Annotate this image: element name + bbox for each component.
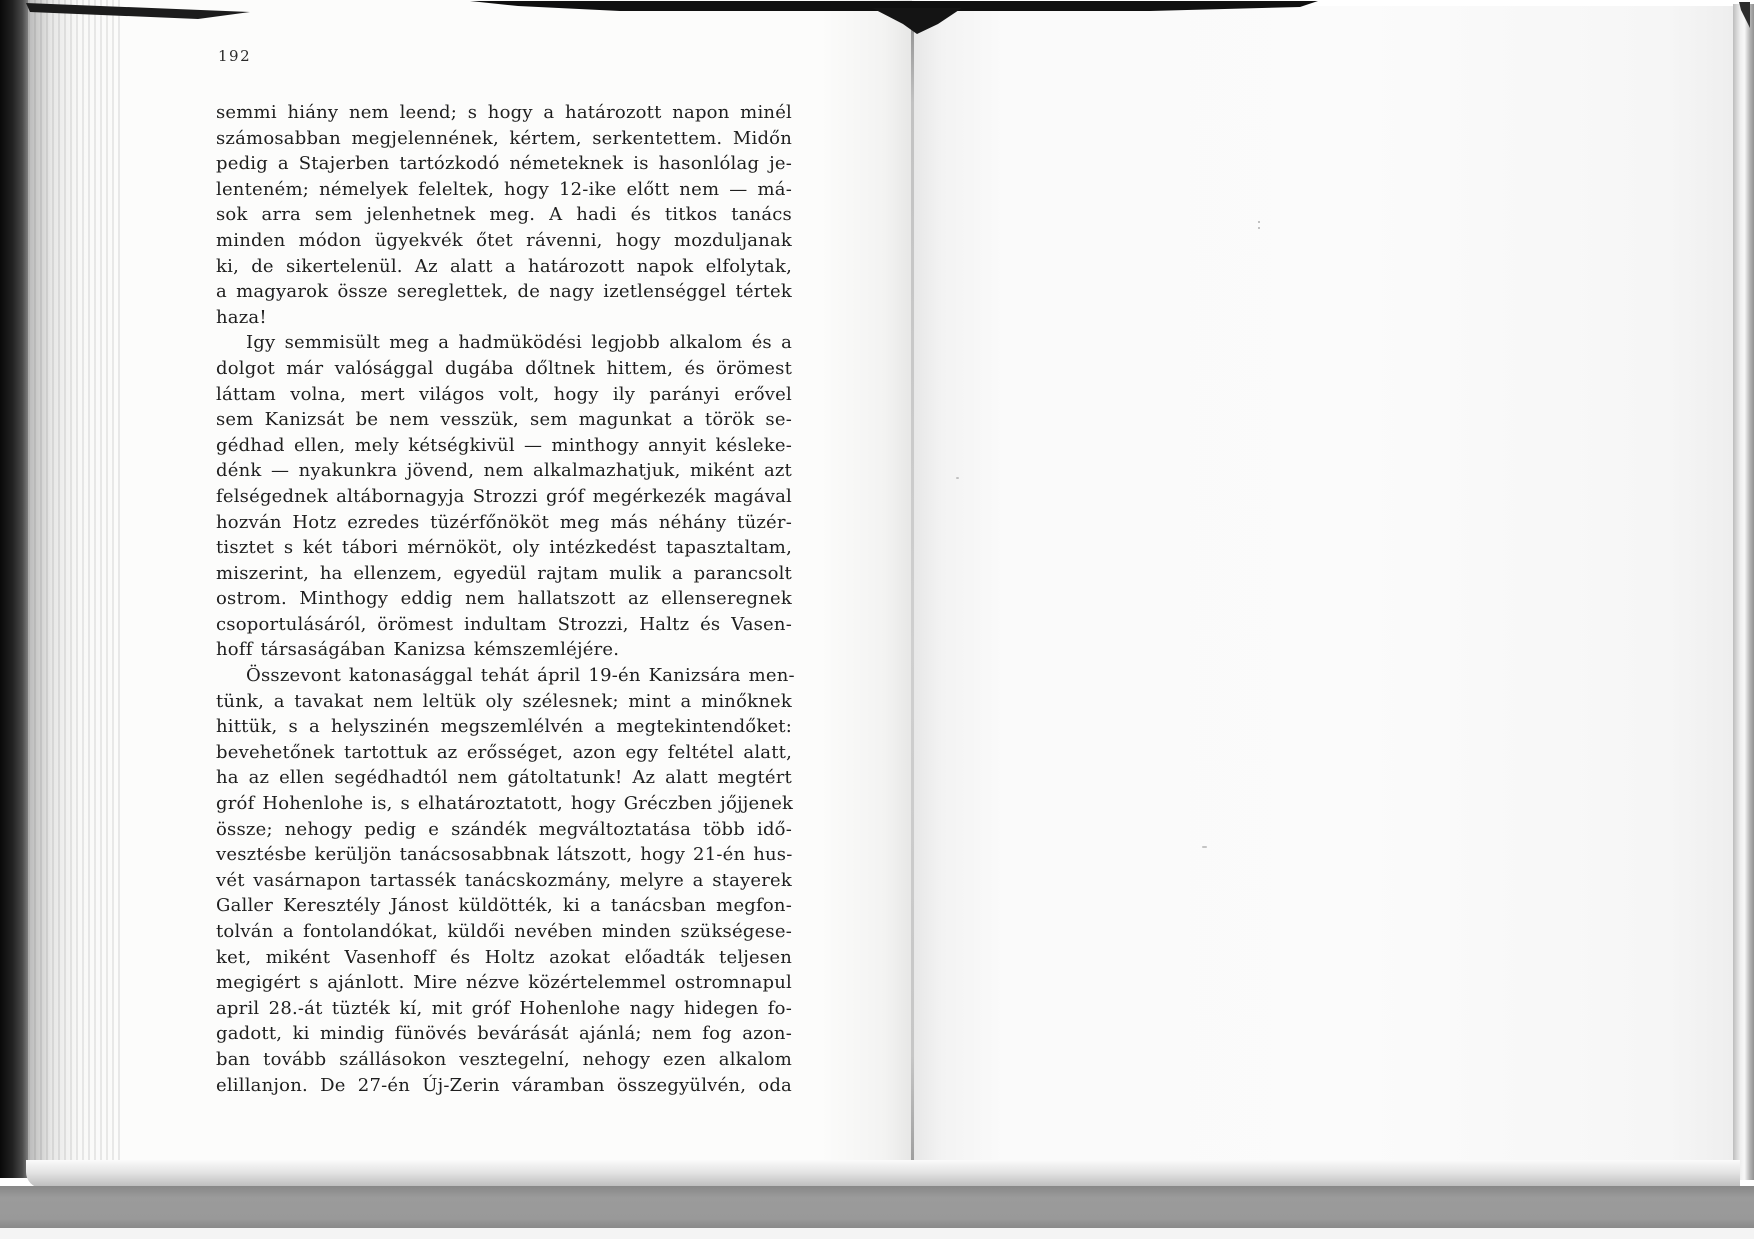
paper-speck: [1202, 846, 1207, 848]
scanner-background-band: [0, 1186, 1754, 1228]
text-line: számosabban megjelennének, kértem, serkentettem. Midőn: [216, 127, 792, 149]
text-line: miszerint, ha ellenzem, egyedül rajtam mulik a parancsolt: [216, 562, 792, 584]
page-number: 192: [218, 47, 252, 65]
left-page: [28, 0, 914, 1170]
text-line: haza!: [216, 306, 267, 328]
text-line: Összevont katonasággal tehát ápril 19-én Kanizsára men-: [246, 665, 795, 687]
text-line: hittük, s a helyszinén megszemlélvén a megtekintendőket:: [216, 716, 792, 738]
text-line: ha az ellen segédhadtól nem gátoltatunk! Az alatt megtért: [216, 767, 792, 789]
text-line: ban tovább szállásokon vesztegelní, nehogy ezen alkalom: [216, 1048, 792, 1070]
text-line: vesztésbe kerüljön tanácsosabbnak látszott, hogy 21-én hus-: [216, 844, 793, 866]
bottom-page-edges: [26, 1160, 1740, 1188]
right-page-edge: [1733, 4, 1754, 1180]
paper-speck: [1258, 221, 1260, 223]
text-line: ostrom. Minthogy eddig nem hallatszott az ellenseregnek: [216, 588, 792, 610]
paper-speck: [956, 477, 959, 479]
text-line: gadott, ki mindig fünövés bevárását ajánlá; nem fog azon-: [216, 1023, 792, 1045]
text-line: Igy semmisült meg a hadmüködési legjobb alkalom és a: [246, 332, 792, 354]
scan-bottom-margin: [0, 1228, 1754, 1239]
text-line: ki, de sikertelenül. Az alatt a határozott napok elfolytak,: [216, 255, 792, 277]
text-line: láttam volna, mert világos volt, hogy ily parányi erővel: [216, 383, 792, 405]
text-line: pedig a Stajerben tartózkodó németeknek is hasonlólag je-: [216, 153, 792, 175]
gutter-shadow: [820, 0, 912, 1170]
text-line: tisztet s két tábori mérnököt, oly intézkedést tapasztaltam,: [216, 537, 792, 559]
text-line: gédhad ellen, mely kétségkivül — minthogy annyit késleke-: [216, 434, 792, 456]
text-line: sem Kanizsát be nem vesszük, sem magunkat a török se-: [216, 409, 792, 431]
text-line: dénk — nyakunkra jövend, nem alkalmazhatjuk, miként azt: [216, 460, 792, 482]
text-line: lenteném; némelyek feleltek, hogy 12-ike előtt nem — má-: [216, 178, 792, 200]
text-line: april 28.-át tüzték kí, mit gróf Hohenlohe nagy hidegen fo-: [216, 997, 792, 1019]
text-line: össze; nehogy pedig e szándék megváltoztatása több idő-: [216, 818, 792, 840]
text-block: [216, 100, 795, 1098]
text-line: gróf Hohenlohe is, s elhatároztatott, hogy Gréczben jőjjenek: [216, 793, 794, 815]
text-line: hoff társaságában Kanizsa kémszemléjére.: [216, 639, 620, 661]
left-page-edge-striations: [28, 0, 120, 1168]
book-top-edge: [0, 0, 1754, 44]
text-line: sok arra sem jelenhetnek meg. A hadi és titkos tanács: [216, 204, 792, 226]
text-line: dolgot már valósággal dugába dőltnek hittem, és örömest: [216, 357, 792, 379]
text-line: a magyarok össze sereglettek, de nagy izetlenséggel tértek: [216, 281, 792, 303]
text-line: csoportulásáról, örömest indultam Strozzi, Haltz és Vasen-: [216, 613, 792, 635]
text-line: tolván a fontolandókat, küldői nevében minden szükségese-: [216, 921, 792, 942]
left-book-edge: [0, 0, 28, 1178]
text-line: minden módon ügyekvék őtet rávenni, hogy mozduljanak: [216, 229, 792, 251]
text-line: vét vasárnapon tartassék tanácskozmány, melyre a stayerek: [216, 869, 792, 891]
text-line: hozván Hotz ezredes tüzérfőnököt meg más néhány tüzér-: [216, 511, 792, 533]
text-line: bevehetőnek tartottuk az erősséget, azon egy feltétel alatt,: [216, 741, 792, 763]
text-line: elillanjon. De 27-én Új-Zerin váramban összegyülvén, oda: [216, 1074, 792, 1096]
text-line: felségednek altábornagyja Strozzi gróf megérkezék magával: [216, 485, 792, 507]
text-line: ket, miként Vasenhoff és Holtz azokat előadták teljesen: [216, 946, 792, 968]
text-line: tünk, a tavakat nem leltük oly szélesnek; mint a minőknek: [216, 690, 792, 712]
text-line: semmi hiány nem leend; s hogy a határozott napon minél: [216, 102, 792, 123]
text-line: megigért s ajánlott. Mire nézve közértelemmel ostromnapul: [216, 972, 792, 994]
right-page: [914, 6, 1734, 1178]
text-line: Galler Keresztély Jánost küldötték, ki a tanácsban megfon-: [216, 895, 792, 917]
